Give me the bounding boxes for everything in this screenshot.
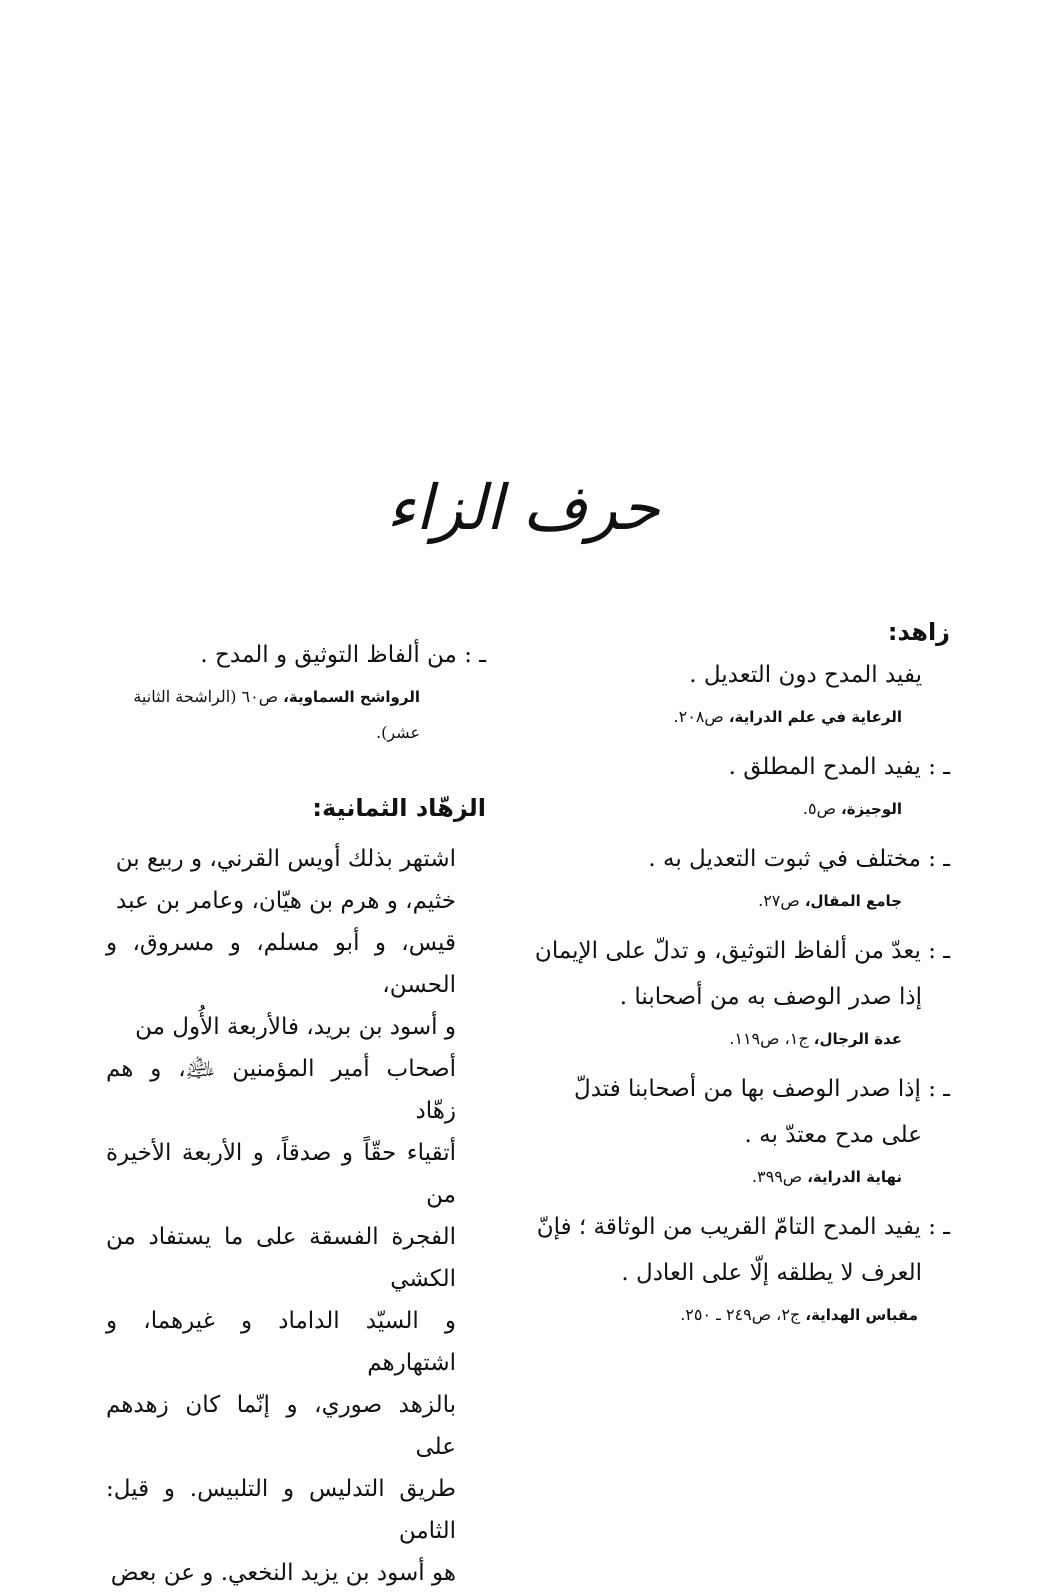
source-citation	[530, 1024, 950, 1054]
entry-text-continued: العرف لا يطلقه إلّا على العادل .	[621, 1260, 922, 1286]
definition-entry	[66, 632, 486, 678]
paragraph-line: أصحاب أمير المؤمنين ﵇، و هم زهّاد	[106, 1056, 456, 1124]
source-title: جامع المقال،	[804, 892, 902, 910]
source-citation	[530, 1162, 950, 1192]
source-page: ص٦٠ (الراشحة الثانية	[133, 687, 284, 706]
paragraph-line: طريق التدليس و التلبيس. و قيل: الثامن	[106, 1476, 456, 1544]
section-heading-eight-ascetics: الزهّاد الثمانية:	[312, 794, 486, 822]
entry-heading-zahid: زاهد:	[887, 618, 950, 646]
source-title: الوجيزة،	[841, 800, 902, 818]
source-citation	[530, 702, 950, 732]
left-column	[66, 632, 486, 1594]
entry-text: ـ : إذا صدر الوصف بها من أصحابنا فتدلّ	[573, 1076, 950, 1102]
source-citation-continued	[66, 718, 486, 748]
definition-entry	[530, 744, 950, 790]
paragraph-line: خثيم، و هرم بن هيّان، وعامر بن عبد	[116, 888, 456, 914]
paragraph-line: قيس، و أبو مسلم، و مسروق، و الحسن،	[106, 930, 456, 998]
paragraph-line: اشتهر بذلك أويس القرني، و ربيع بن	[115, 846, 456, 872]
definition-entry	[530, 652, 950, 698]
source-title: الرعاية في علم الدراية،	[728, 708, 902, 726]
definition-entry	[530, 836, 950, 882]
source-page: ص٢٧.	[758, 891, 805, 910]
paragraph-line: بالزهد صوري، و إنّما كان زهدهم على	[106, 1392, 456, 1460]
source-page: ج٢، ص٢٤٩ ـ ٢٥٠.	[680, 1305, 806, 1324]
paragraph-line: و السيّد الداماد و غيرهما، و اشتهارهم	[106, 1308, 456, 1376]
entry-text-continued: على مدح معتدّ به .	[744, 1122, 922, 1148]
entry-text-continued: إذا صدر الوصف به من أصحابنا .	[619, 984, 922, 1010]
paragraph-line: هو أسود بن يزيد النخعي. و عن بعض	[110, 1560, 456, 1586]
right-column	[530, 612, 950, 1342]
spacer	[66, 760, 486, 786]
source-page: ص٣٩٩.	[751, 1167, 808, 1186]
entry-text: ـ : مختلف في ثبوت التعديل به .	[648, 846, 950, 872]
source-title: الرواشح السماوية،	[283, 688, 420, 706]
paragraph-line: و أسود بن بريد، فالأربعة الأُول من	[135, 1014, 456, 1040]
entry-text: ـ : يفيد المدح المطلق .	[728, 754, 950, 780]
definition-entry	[530, 1204, 950, 1296]
source-title: نهاية الدراية،	[807, 1168, 902, 1186]
entry-text: ـ : يعدّ من ألفاظ التوثيق، و تدلّ على الإيمان	[534, 938, 950, 964]
entry-text: ـ : من ألفاظ التوثيق و المدح .	[200, 642, 486, 668]
source-citation	[530, 794, 950, 824]
source-title: مقباس الهداية،	[805, 1306, 918, 1324]
entry-text: يفيد المدح دون التعديل .	[689, 662, 922, 688]
source-page: ص٥.	[802, 799, 841, 818]
source-citation	[66, 682, 486, 712]
source-citation	[530, 1300, 950, 1330]
source-page: ص٢٠٨.	[673, 707, 729, 726]
entry-text: ـ : يفيد المدح التامّ القريب من الوثاقة ؛ فإنّ	[536, 1214, 950, 1240]
paragraph-line: أتقياء حقّاً و صدقاً، و الأربعة الأخيرة من	[106, 1140, 456, 1208]
section-paragraph	[66, 838, 486, 1594]
definition-entry	[530, 1066, 950, 1158]
paragraph-line: الفجرة الفسقة على ما يستفاد من الكشي	[106, 1224, 456, 1292]
source-page: ج١، ص١١٩.	[729, 1029, 814, 1048]
source-continued-text: عشر).	[376, 723, 420, 742]
chapter-title-calligraphy: حرف الزاء	[386, 470, 660, 544]
definition-entry	[530, 928, 950, 1020]
source-title: عدة الرجال،	[813, 1030, 902, 1048]
source-citation	[530, 886, 950, 916]
